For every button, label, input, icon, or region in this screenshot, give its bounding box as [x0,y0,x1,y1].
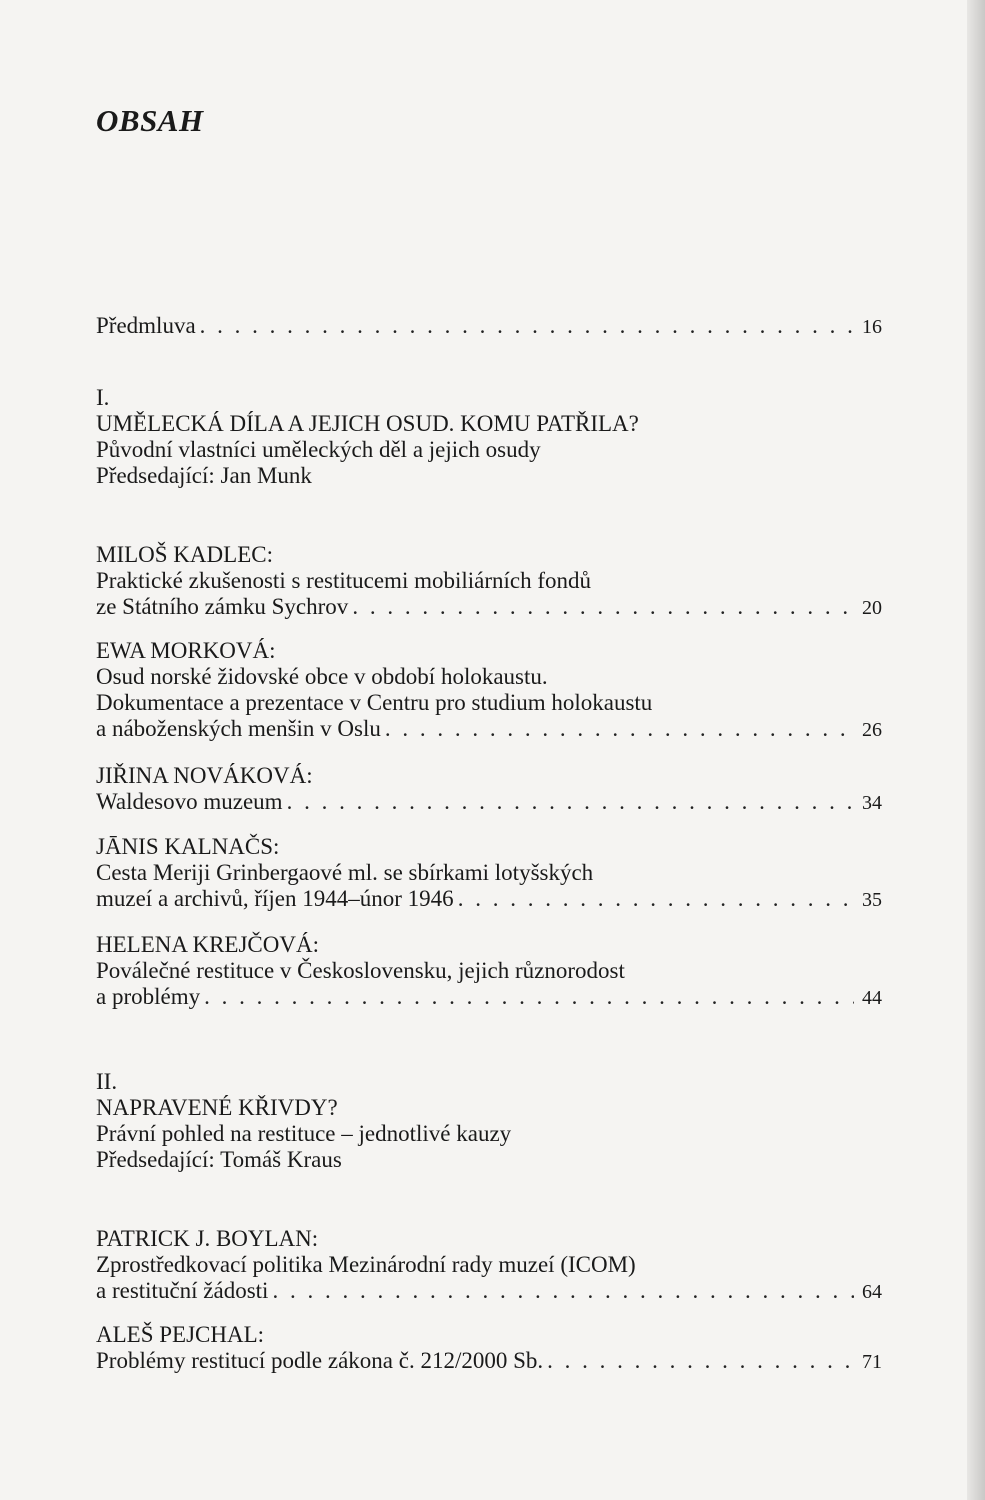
section-header [96,385,882,489]
entry-author: PATRICK J. BOYLAN: [96,1226,319,1251]
entry-author: JĀNIS KALNAČS: [96,834,280,859]
entry-title-last: ze Státního zámku Sychrov [96,594,349,619]
page-number: 71 [862,1351,882,1373]
entry-title-last: Waldesovo muzeum [96,789,283,814]
entry-title-last: a restituční žádosti [96,1278,269,1303]
entry-title-line: Poválečné restituce v Československu, jejich různorodost [96,958,625,983]
section-header [96,1069,882,1173]
page-number: 20 [862,597,882,619]
dot-leader [283,789,854,815]
entry-author: MILOŠ KADLEC: [96,542,273,567]
entry-title-line: Praktické zkušenosti s restitucemi mobiliárních fondů [96,568,592,593]
page-number: 16 [862,316,882,338]
toc-entry[interactable] [96,638,882,743]
entry-title: Předmluva [96,313,196,338]
dot-leader [200,984,854,1010]
toc-entry[interactable] [96,932,882,1011]
page-number: 34 [862,792,882,814]
toc-entry[interactable] [96,542,882,621]
entry-title-line: Zprostředkovací politika Mezinárodní rady muzeí (ICOM) [96,1252,636,1277]
section-subheading: Původní vlastníci uměleckých děl a jejich osudy [96,437,541,462]
entry-title-line: Cesta Meriji Grinbergaové ml. se sbírkami lotyšských [96,860,594,885]
section-chair: Předsedající: Jan Munk [96,463,312,488]
entry-author: EWA MORKOVÁ: [96,638,276,663]
dot-leader [543,1348,854,1374]
entry-title-last: a problémy [96,984,201,1009]
section-number: II. [96,1069,118,1094]
page-number: 44 [862,987,882,1009]
entry-title-line: Dokumentace a prezentace v Centru pro studium holokaustu [96,690,653,715]
toc-entry[interactable] [96,834,882,913]
toc-entry[interactable] [96,1322,882,1375]
dot-leader [381,716,854,742]
entry-title-last: muzeí a archivů, říjen 1944–únor 1946 [96,886,454,911]
entry-author: ALEŠ PEJCHAL: [96,1322,265,1347]
dot-leader [348,594,854,620]
section-number: I. [96,385,110,410]
entry-author: HELENA KREJČOVÁ: [96,932,319,957]
dot-leader [454,886,854,912]
dot-leader [268,1278,854,1304]
entry-title-line: Osud norské židovské obce v období holokaustu. [96,664,548,689]
page-number: 35 [862,889,882,911]
toc-entry[interactable] [96,763,882,816]
entry-author: JIŘINA NOVÁKOVÁ: [96,763,313,788]
toc-entry[interactable] [96,1226,882,1305]
section-heading: UMĚLECKÁ DÍLA A JEJICH OSUD. KOMU PATŘILA? [96,411,639,436]
dot-leader [196,313,854,339]
section-chair: Předsedající: Tomáš Kraus [96,1147,342,1172]
page-title: OBSAH [96,103,204,138]
page-number: 64 [862,1281,882,1303]
page-edge-shadow [967,0,985,1500]
entry-title-last: Problémy restitucí podle zákona č. 212/2000 Sb. [96,1348,544,1373]
section-heading: NAPRAVENÉ KŘIVDY? [96,1095,338,1120]
entry-title-last: a náboženských menšin v Oslu [96,716,381,741]
page-number: 26 [862,719,882,741]
section-subheading: Právní pohled na restituce – jednotlivé kauzy [96,1121,512,1146]
toc-entry-preface[interactable] [96,313,882,340]
